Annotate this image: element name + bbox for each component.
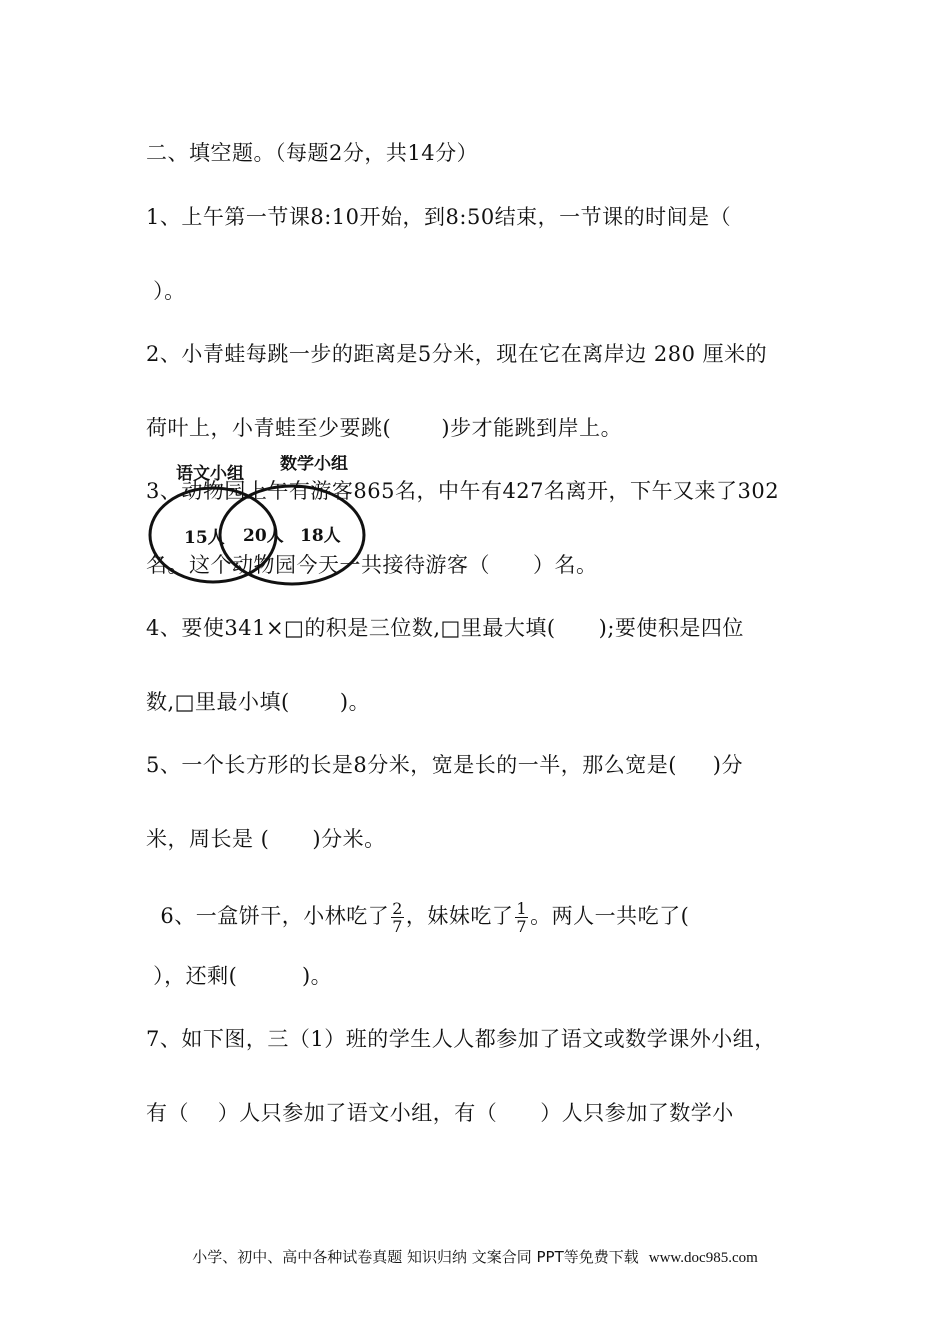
fraction-2-denominator: 7 xyxy=(516,917,528,936)
question-6-part-2: ，妹妹吃了 xyxy=(405,904,514,928)
question-7-line-2: 有（ ）人只参加了语文小组，有（ ）人只参加了数学小 xyxy=(146,1101,734,1125)
fraction-two-sevenths xyxy=(391,900,404,935)
fraction-1-numerator: 2 xyxy=(392,899,403,918)
question-2-line-2: 荷叶上，小青蛙至少要跳( )步才能跳到岸上。 xyxy=(146,416,623,440)
question-6-line-2: ），还剩( )。 xyxy=(146,964,333,988)
question-3-line-1: 3、动物园上午有游客865名，中午有427名离开，下午又来了302 xyxy=(146,479,780,503)
question-1-line-1: 1、上午第一节课8:10开始，到8:50结束，一节课的时间是（ xyxy=(146,205,732,229)
chinese-group-label: 语文小组 xyxy=(176,464,244,484)
question-4-line-1: 4、要使341×□的积是三位数,□里最大填( );要使积是四位 xyxy=(146,616,744,640)
math-only-count: 18人 xyxy=(300,526,341,546)
question-5-line-1: 5、一个长方形的长是8分米，宽是长的一半，那么宽是( )分 xyxy=(146,753,743,777)
chinese-only-count: 15人 xyxy=(184,528,225,548)
math-group-circle xyxy=(220,486,364,584)
question-2-line-1: 2、小青蛙每跳一步的距离是5分米，现在它在离岸边 280 厘米的 xyxy=(146,342,768,366)
footer xyxy=(0,1246,950,1267)
question-5-line-2: 米，周长是 ( )分米。 xyxy=(146,827,386,851)
footer-site-link[interactable]: www.doc985.com xyxy=(648,1250,758,1266)
question-3-line-2: 名。这个动物园今天一共接待游客（ ）名。 xyxy=(146,553,598,577)
question-6-line-1 xyxy=(146,876,689,935)
footer-text: 小学、初中、高中各种试卷真题 知识归纳 文案合同 PPT等免费下载 xyxy=(192,1248,639,1266)
fraction-one-seventh xyxy=(515,900,528,935)
venn-diagram xyxy=(140,455,370,595)
question-7-line-1: 7、如下图，三（1）班的学生人人都参加了语文或数学课外小组， xyxy=(146,1027,776,1051)
question-6-part-1: 6、一盒饼干，小林吃了 xyxy=(160,904,390,928)
fraction-2-numerator: 1 xyxy=(516,899,528,918)
fraction-1-denominator: 7 xyxy=(392,917,403,936)
section-title: 二、填空题。（每题2分，共14分） xyxy=(146,141,479,165)
math-group-label: 数学小组 xyxy=(280,455,348,474)
both-groups-count: 20人 xyxy=(243,526,284,546)
question-6-part-3: 。两人一共吃了( xyxy=(530,904,690,928)
question-4-line-2: 数,□里最小填( )。 xyxy=(146,690,371,714)
question-1-line-2: ）。 xyxy=(146,279,186,303)
